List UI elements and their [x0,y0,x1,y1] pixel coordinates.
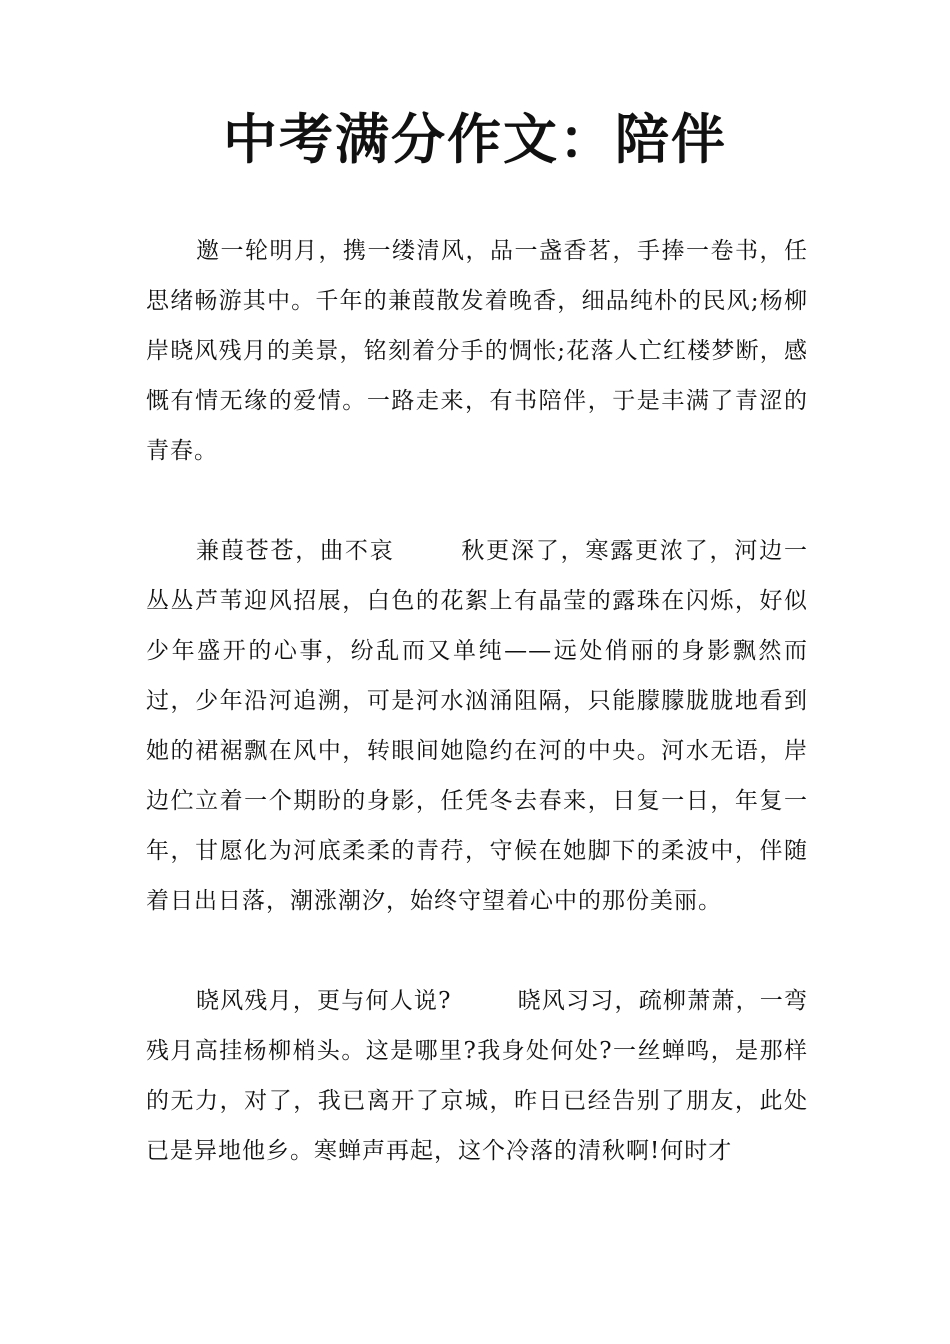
paragraph-jianjia [146,526,808,926]
paragraph-text: 秋更深了，寒露更浓了，河边一丛丛芦苇迎风招展，白色的花絮上有晶莹的露珠在闪烁，好似少年盛开的心事，纷乱而又单纯——远处俏丽的身影飘然而过，少年沿河追溯，可是河水汹涌阻隔，只能朦朦胧胧地看到她的裙裾飘在风中，转眼间她隐约在河的中央。河水无语，岸边伫立着一个期盼的身影，任凭冬去春来，日复一日，年复一年，甘愿化为河底柔柔的青荇，守候在她脚下的柔波中，伴随着日出日落，潮涨潮汐，始终守望着心中的那份美丽。 [146,538,809,914]
page-title: 中考满分作文：陪伴 [223,108,727,171]
paragraph-xiaofeng [146,976,808,1176]
paragraph-text: 晓风习习，疏柳萧萧，一弯残月高挂杨柳梢头。这是哪里?我身处何处?一丝蝉鸣，是那样的无力，对了，我已离开了京城，昨日已经告别了朋友，此处已是异地他乡。寒蝉声再起，这个冷落的清秋啊!何时才 [146,988,808,1164]
paragraph-intro [146,226,808,476]
section-heading: 晓风残月，更与何人说? [196,988,452,1014]
paragraph-text: 邀一轮明月，携一缕清风，品一盏香茗，手捧一卷书，任思绪畅游其中。千年的兼葭散发着晚香，细品纯朴的民风;杨柳岸晓风残月的美景，铭刻着分手的惆怅;花落人亡红楼梦断，感慨有情无缘的爱情。一路走来，有书陪伴，于是丰满了青涩的青春。 [146,238,808,464]
section-heading: 兼葭苍苍，曲不哀 [196,538,395,564]
article-body [146,226,808,1226]
